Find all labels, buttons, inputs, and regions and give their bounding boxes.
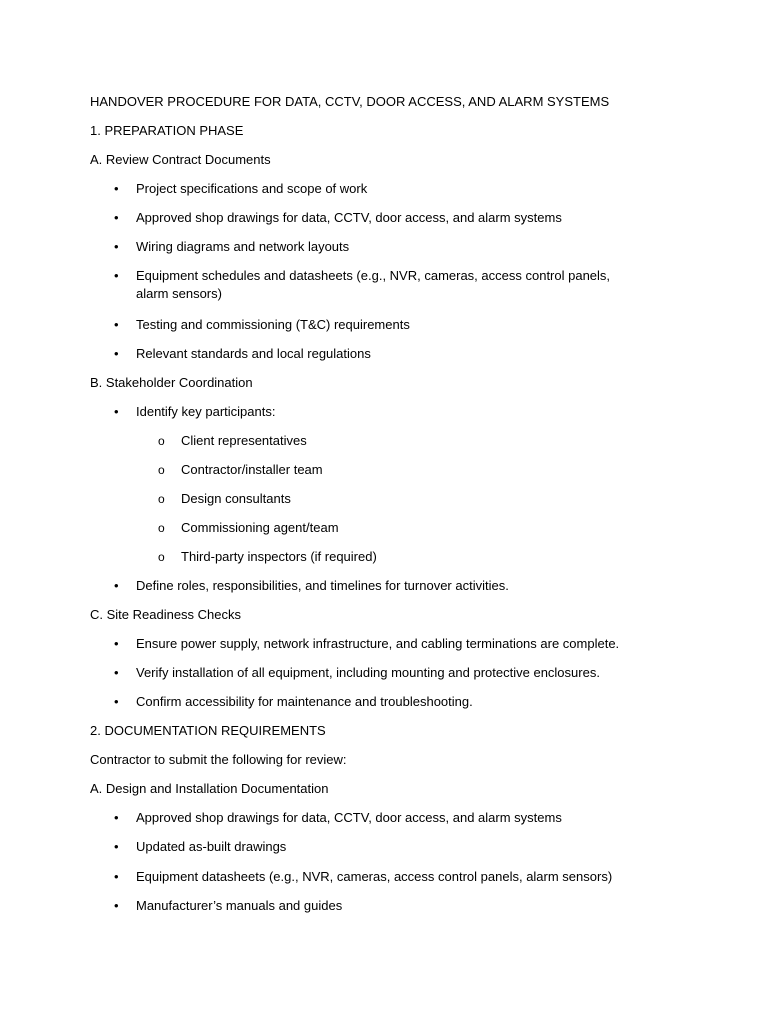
bullet-icon: • — [114, 239, 119, 254]
bullet-icon: • — [114, 346, 119, 361]
list-item: Confirm accessibility for maintenance and troubleshooting. — [136, 694, 473, 709]
bullet-icon: • — [114, 839, 119, 854]
section-2-heading: 2. DOCUMENTATION REQUIREMENTS — [90, 723, 326, 738]
sub-bullet-icon: o — [158, 550, 165, 564]
list-item: Manufacturer’s manuals and guides — [136, 898, 343, 913]
list-item: Ensure power supply, network infrastructure, and cabling terminations are complete. — [136, 636, 620, 651]
bullet-icon: • — [114, 268, 119, 283]
section-2-intro: Contractor to submit the following for review: — [90, 752, 347, 767]
sub-list-item: Design consultants — [181, 491, 291, 506]
list-item: Define roles, responsibilities, and timelines for turnover activities. — [136, 578, 509, 593]
bullet-icon: • — [114, 694, 119, 709]
list-item: Equipment datasheets (e.g., NVR, cameras, access control panels, alarm sensors) — [136, 869, 613, 884]
bullet-icon: • — [114, 636, 119, 651]
bullet-icon: • — [114, 181, 119, 196]
sub-list-item: Client representatives — [181, 433, 307, 448]
bullet-icon: • — [114, 404, 119, 419]
list-item: Testing and commissioning (T&C) requirements — [136, 317, 410, 332]
bullet-icon: • — [114, 317, 119, 332]
sub-list-item: Contractor/installer team — [181, 462, 323, 477]
section-1-heading: 1. PREPARATION PHASE — [90, 123, 244, 138]
list-item: Wiring diagrams and network layouts — [136, 239, 350, 254]
sub-bullet-icon: o — [158, 521, 165, 535]
subsection-1c-heading: C. Site Readiness Checks — [90, 607, 242, 622]
sub-bullet-icon: o — [158, 434, 165, 448]
sub-list-item: Third-party inspectors (if required) — [181, 549, 377, 564]
list-item: Approved shop drawings for data, CCTV, door access, and alarm systems — [136, 810, 562, 825]
list-item: Relevant standards and local regulations — [136, 346, 371, 361]
list-item: Identify key participants: — [136, 404, 276, 419]
sub-bullet-icon: o — [158, 492, 165, 506]
document-title: HANDOVER PROCEDURE FOR DATA, CCTV, DOOR ACCESS, AND ALARM SYSTEMS — [90, 94, 610, 109]
sub-bullet-icon: o — [158, 463, 165, 477]
list-item: Verify installation of all equipment, including mounting and protective enclosures. — [136, 665, 600, 680]
bullet-icon: • — [114, 665, 119, 680]
bullet-icon: • — [114, 898, 119, 913]
subsection-1b-heading: B. Stakeholder Coordination — [90, 375, 253, 390]
list-item: Updated as-built drawings — [136, 839, 287, 854]
subsection-2a-heading: A. Design and Installation Documentation — [90, 781, 329, 796]
bullet-icon: • — [114, 810, 119, 825]
list-item: Equipment schedules and datasheets (e.g., NVR, cameras, access control panels, alarm sensors) — [136, 268, 611, 301]
list-item: Approved shop drawings for data, CCTV, door access, and alarm systems — [136, 210, 562, 225]
bullet-icon: • — [114, 869, 119, 884]
bullet-icon: • — [114, 578, 119, 593]
sub-list-item: Commissioning agent/team — [181, 520, 339, 535]
subsection-1a-heading: A. Review Contract Documents — [90, 152, 271, 167]
list-item: Project specifications and scope of work — [136, 181, 368, 196]
bullet-icon: • — [114, 210, 119, 225]
